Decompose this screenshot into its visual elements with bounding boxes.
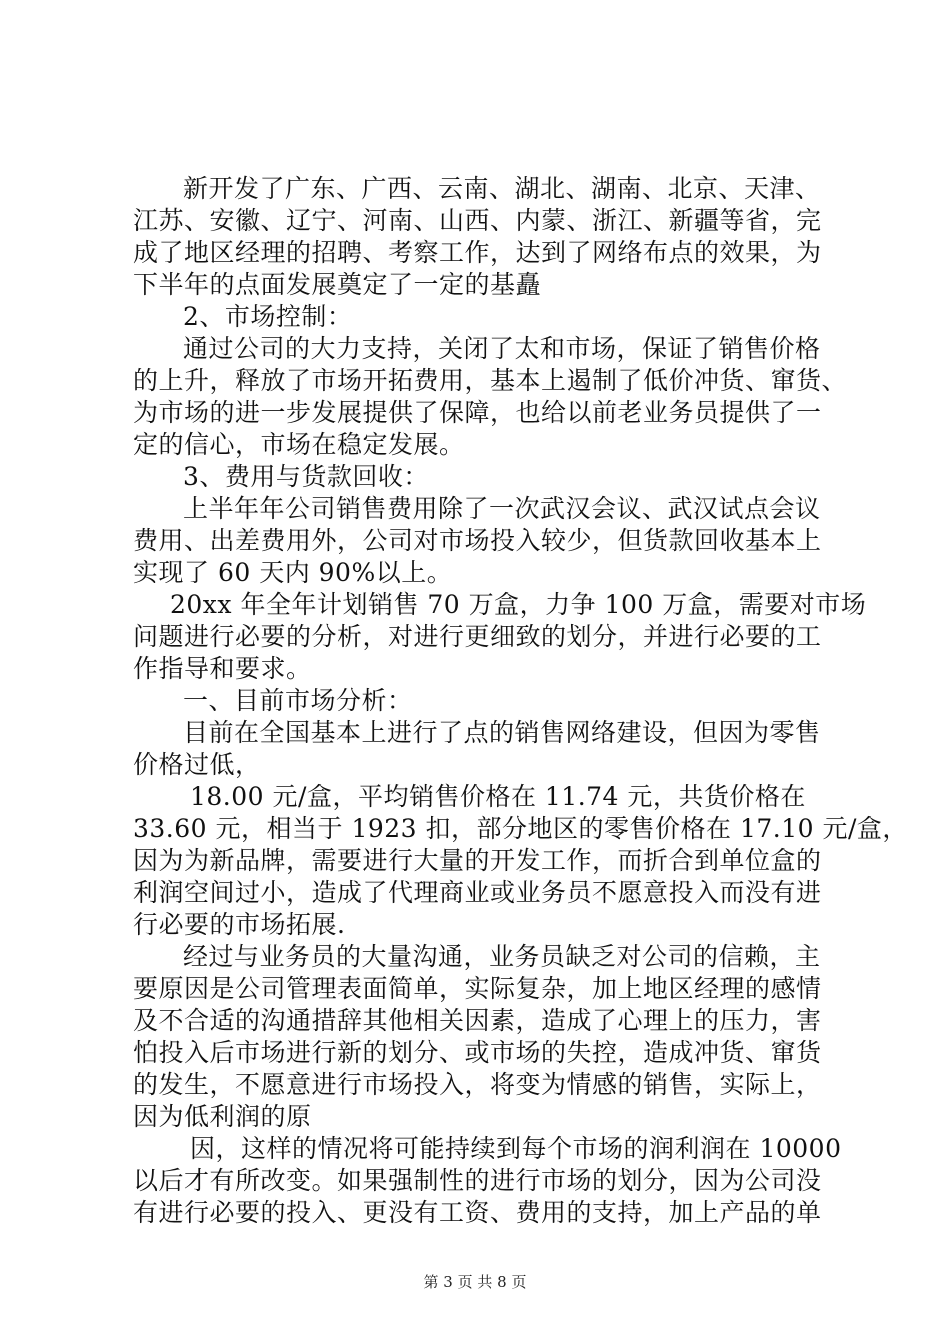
- text-line: 通过公司的大力支持，关闭了太和市场，保证了销售价格: [183, 334, 821, 363]
- text-line: 有进行必要的投入、更没有工资、费用的支持，加上产品的单: [133, 1198, 822, 1227]
- text-line: 怕投入后市场进行新的划分、或市场的失控，造成冲货、窜货: [133, 1038, 822, 1067]
- text-line: 新开发了广东、广西、云南、湖北、湖南、北京、天津、: [183, 174, 821, 203]
- text-line: 费用、出差费用外，公司对市场投入较少，但货款回收基本上: [133, 526, 822, 555]
- text-line: 要原因是公司管理表面简单，实际复杂，加上地区经理的感情: [133, 974, 822, 1003]
- text-line: 实现了 60 天内 90%以上。: [133, 558, 453, 587]
- text-line: 及不合适的沟通措辞其他相关因素，造成了心理上的压力，害: [133, 1006, 822, 1035]
- text-line: 因为低利润的原: [133, 1102, 312, 1131]
- text-line: 江苏、安徽、辽宁、河南、山西、内蒙、浙江、新疆等省，完: [133, 206, 822, 235]
- text-line: 行必要的市场拓展.: [133, 910, 346, 939]
- text-line: 定的信心，市场在稳定发展。: [133, 430, 465, 459]
- section-heading: 2、市场控制：: [183, 302, 353, 331]
- text-line: 以后才有所改变。如果强制性的进行市场的划分，因为公司没: [133, 1166, 822, 1195]
- text-line: 因为为新品牌，需要进行大量的开发工作，而折合到单位盒的: [133, 846, 822, 875]
- text-line: 18.00 元/盒，平均销售价格在 11.74 元，共货价格在: [190, 782, 806, 811]
- text-line: 的上升，释放了市场开拓费用，基本上遏制了低价冲货、窜货、: [133, 366, 848, 395]
- text-line: 成了地区经理的招聘、考察工作，达到了网络布点的效果，为: [133, 238, 822, 267]
- section-heading: 3、费用与货款回收：: [183, 462, 429, 491]
- text-line: 目前在全国基本上进行了点的销售网络建设，但因为零售: [183, 718, 821, 747]
- text-line: 上半年年公司销售费用除了一次武汉会议、武汉试点会议: [183, 494, 821, 523]
- text-line: 价格过低，: [133, 750, 261, 779]
- page-footer: 第 3 页 共 8 页: [423, 1273, 527, 1291]
- text-line: 33.60 元，相当于 1923 扣，部分地区的零售价格在 17.10 元/盒，: [133, 814, 908, 843]
- text-line: 作指导和要求。: [133, 654, 312, 683]
- text-line: 20xx 年全年计划销售 70 万盒，力争 100 万盒，需要对市场: [170, 590, 867, 619]
- text-line: 问题进行必要的分析，对进行更细致的划分，并进行必要的工: [133, 622, 822, 651]
- text-line: 因，这样的情况将可能持续到每个市场的润利润在 10000: [190, 1134, 842, 1163]
- text-line: 利润空间过小，造成了代理商业或业务员不愿意投入而没有进: [133, 878, 822, 907]
- text-line: 的发生，不愿意进行市场投入，将变为情感的销售，实际上，: [133, 1070, 822, 1099]
- section-heading: 一、目前市场分析：: [183, 686, 413, 715]
- text-line: 为市场的进一步发展提供了保障，也给以前老业务员提供了一: [133, 398, 822, 427]
- text-line: 下半年的点面发展奠定了一定的基矗: [133, 270, 542, 299]
- text-line: 经过与业务员的大量沟通，业务员缺乏对公司的信赖，主: [183, 942, 821, 971]
